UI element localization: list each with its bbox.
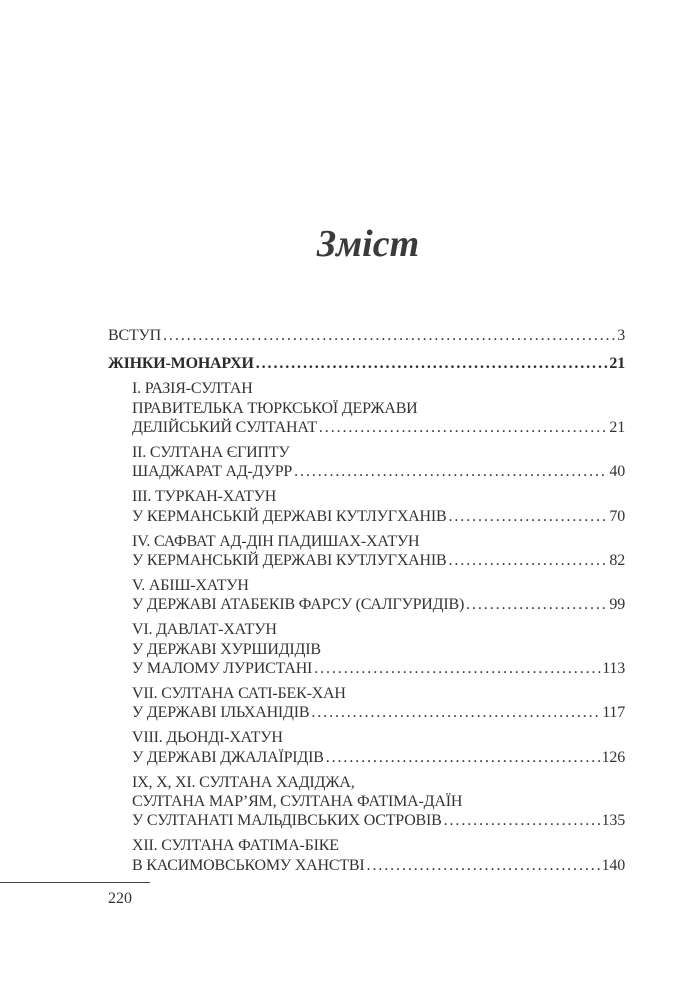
- dot-leader: [254, 354, 609, 373]
- toc-entry-line: V. АБІШ-ХАТУН: [132, 576, 249, 594]
- toc-entry-page: 21: [609, 419, 625, 437]
- toc-entry-page: 82: [609, 552, 625, 570]
- dot-leader: [309, 703, 601, 722]
- dot-leader: [317, 418, 608, 437]
- toc-entry-page: 21: [609, 355, 625, 373]
- toc-entry-row: [132, 551, 625, 570]
- dot-leader: [442, 811, 601, 830]
- toc-entry: [108, 773, 625, 831]
- toc-entry-row: [132, 748, 625, 767]
- toc-entry: [108, 836, 625, 875]
- toc-entry-page: 99: [609, 596, 625, 614]
- toc-entry-row: [132, 856, 625, 875]
- toc-entry-line: I. РАЗІЯ-СУЛТАН: [132, 380, 253, 398]
- toc-entry-page: 113: [602, 660, 625, 678]
- toc-entry-line: IX, X, XI. СУЛТАНА ХАДІДЖА,: [132, 773, 355, 791]
- toc-entry-page: 70: [609, 507, 625, 525]
- toc-entry: [108, 379, 625, 437]
- footer-rule: [0, 882, 150, 883]
- toc-entry-row: [132, 659, 625, 678]
- toc-entry-row: [108, 326, 625, 345]
- toc-entry: [108, 576, 625, 615]
- toc-entry-title: В КАСИМОВСЬКОМУ ХАНСТВІ: [132, 856, 365, 874]
- toc-entry-line: XII. СУЛТАНА ФАТІМА-БІКЕ: [132, 837, 339, 855]
- toc-entry-page: 3: [617, 327, 625, 344]
- toc-entry-row: [132, 703, 625, 722]
- toc-entry-page: 117: [602, 704, 625, 722]
- toc-entry: [108, 354, 625, 373]
- dot-leader: [447, 551, 609, 570]
- toc-entry: [108, 620, 625, 678]
- toc-entry: [108, 532, 625, 571]
- dot-leader: [464, 595, 608, 614]
- toc-entry-row: [108, 354, 625, 373]
- toc-entry-line: III. ТУРКАН-ХАТУН: [132, 488, 277, 506]
- toc-entry-line: VIII. ДЬОНДІ-ХАТУН: [132, 729, 283, 747]
- toc-entry: [108, 487, 625, 526]
- toc-entry-title: У ДЕРЖАВІ АТАБЕКІВ ФАРСУ (САЛГУРИДІВ): [132, 596, 465, 614]
- toc-entry: [108, 443, 625, 482]
- toc-entry: [108, 326, 625, 345]
- toc-entry-title: У ДЕРЖАВІ ДЖАЛАЇРІДІВ: [132, 748, 324, 766]
- toc-entry-line: IV. САФВАТ АД-ДІН ПАДИШАХ-ХАТУН: [132, 532, 420, 550]
- toc-entry: [108, 728, 625, 767]
- toc-entry-page: 40: [609, 463, 625, 481]
- toc-entry-title: ЖІНКИ-МОНАРХИ: [108, 355, 254, 373]
- table-of-contents: [108, 326, 625, 881]
- toc-entry: [108, 684, 625, 723]
- toc-entry-line: VI. ДАВЛАТ-ХАТУН: [132, 621, 277, 639]
- toc-entry-line: II. СУЛТАНА ЄГИПТУ: [132, 444, 290, 462]
- toc-entry-line: СУЛТАНА МАР’ЯМ, СУЛТАНА ФАТІМА-ДАЇН: [132, 793, 463, 811]
- dot-leader: [161, 326, 616, 345]
- toc-entry-line: ПРАВИТЕЛЬКА ТЮРКСЬКОЇ ДЕРЖАВИ: [132, 399, 418, 417]
- toc-entry-title: У ДЕРЖАВІ ІЛЬХАНІДІВ: [132, 704, 310, 722]
- dot-leader: [447, 507, 609, 526]
- toc-entry-line: У ДЕРЖАВІ ХУРШИДІДІВ: [132, 640, 321, 658]
- toc-entry-row: [132, 595, 625, 614]
- toc-entry-title: У КЕРМАНСЬКІЙ ДЕРЖАВІ КУТЛУГХАНІВ: [132, 552, 447, 570]
- dot-leader: [365, 856, 601, 875]
- toc-entry-title: ШАДЖАРАТ АД-ДУРР: [132, 463, 293, 481]
- dot-leader: [324, 748, 601, 767]
- page-title: Зміст: [316, 223, 420, 265]
- toc-entry-title: У КЕРМАНСЬКІЙ ДЕРЖАВІ КУТЛУГХАНІВ: [132, 507, 447, 525]
- dot-leader: [292, 462, 608, 481]
- toc-entry-title: У СУЛТАНАТІ МАЛЬДІВСЬКИХ ОСТРОВІВ: [132, 812, 442, 830]
- toc-entry-page: 135: [601, 812, 625, 830]
- toc-entry-title: ДЕЛІЙСЬКИЙ СУЛТАНАТ: [132, 419, 317, 437]
- toc-entry-line: VII. СУЛТАНА САТІ-БЕК-ХАН: [132, 685, 346, 702]
- toc-entry-row: [132, 462, 625, 481]
- toc-entry-row: [132, 418, 625, 437]
- toc-entry-row: [132, 507, 625, 526]
- page-number: 220: [108, 890, 132, 907]
- toc-entry-title: ВСТУП: [108, 327, 162, 344]
- dot-leader: [312, 659, 601, 678]
- toc-entry-page: 126: [601, 748, 625, 766]
- toc-entry-page: 140: [601, 856, 625, 874]
- toc-entry-row: [132, 811, 625, 830]
- toc-entry-title: У МАЛОМУ ЛУРИСТАНІ: [132, 660, 313, 678]
